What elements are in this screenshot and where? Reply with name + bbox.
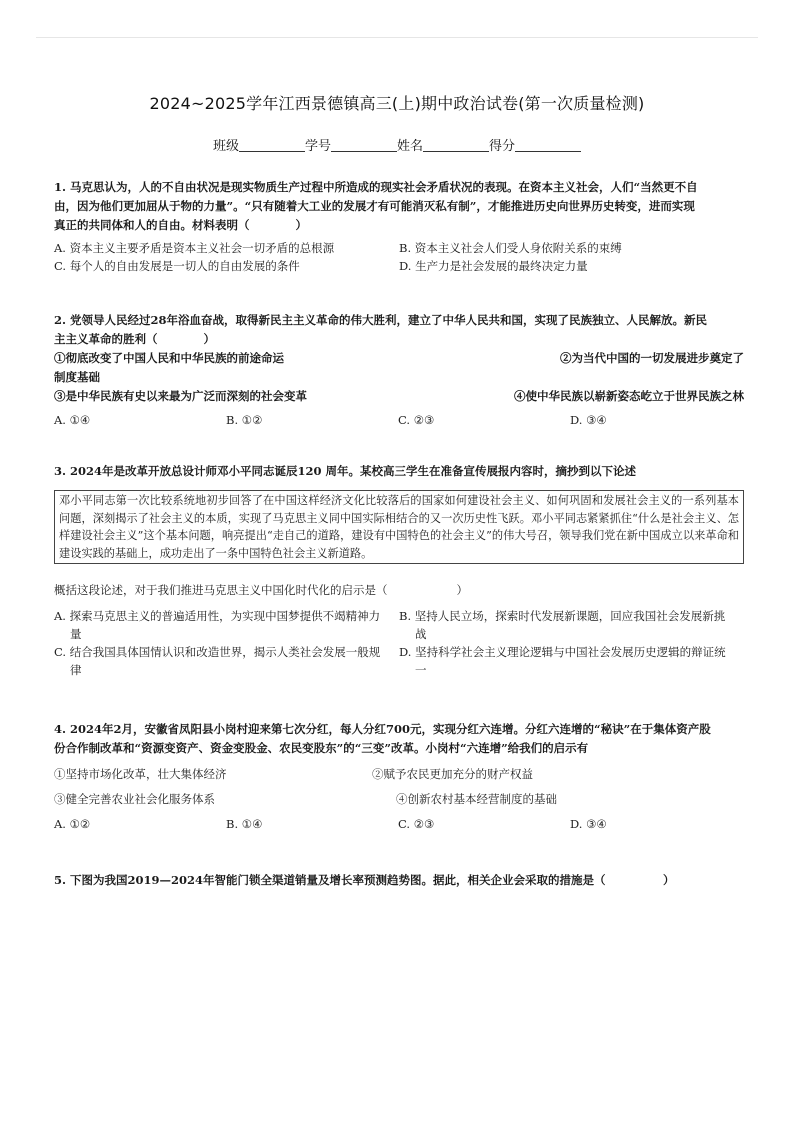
- option-b[interactable]: B. 坚持人民立场，探索时代发展新课题，回应我国社会发展新挑战: [399, 609, 726, 641]
- statement-4: ④使中华民族以崭新姿态屹立于世界民族之林: [514, 389, 744, 403]
- statement-3: ③健全完善农业社会化服务体系: [54, 792, 215, 806]
- option-b[interactable]: B. ①④: [226, 817, 263, 831]
- question-1-line: 由，因为他们更加屈从于物的力量”。“只有随着大工业的发展才有可能消灭私有制”，才能推进历史向世界历史转变，进而实现: [54, 199, 695, 213]
- student-info-line: [0, 135, 794, 154]
- question-1-stem: [54, 178, 744, 235]
- option-d[interactable]: D. 坚持科学社会主义理论逻辑与中国社会发展历史逻辑的辩证统一: [399, 645, 726, 677]
- statement-2: ②赋予农民更加充分的财产权益: [372, 767, 533, 781]
- question-2-line: 2. 党领导人民经过28年浴血奋战，取得新民主主义革命的伟大胜利，建立了中华人民共和国，实现了民族独立、人民解放。新民: [54, 313, 708, 327]
- question-5-stem: 5. 下图为我国2019—2024年智能门锁全渠道销量及增长率预测趋势图。据此，相关企业会采取的措施是（ ）: [54, 873, 675, 887]
- question-3: [54, 462, 744, 679]
- field-score-label: 得分: [489, 139, 516, 154]
- field-id-label: 学号: [304, 139, 331, 154]
- question-2: [54, 311, 744, 429]
- option-b[interactable]: B. 资本主义社会人们受人身依附关系的束缚: [399, 241, 622, 255]
- statement-row: [54, 349, 744, 368]
- option-d[interactable]: D. 生产力是社会发展的最终决定力量: [399, 259, 588, 273]
- question-2-options: [54, 411, 744, 429]
- option-c[interactable]: C. 结合我国具体国情认识和改造世界，揭示人类社会发展一般规律: [54, 645, 381, 677]
- question-1: [54, 178, 744, 275]
- statement-grid: [54, 765, 744, 808]
- question-1-line: 真正的共同体和人的自由。材料表明（ ）: [54, 218, 307, 232]
- question-4-stem: [54, 720, 744, 758]
- question-2-stem: [54, 311, 744, 349]
- question-4-line: 4. 2024年2月，安徽省凤阳县小岗村迎来第七次分红，每人分红700元，实现分红六连增。分红六连增的“秘诀”在于集体资产股: [54, 722, 711, 736]
- option-c[interactable]: C. ②③: [398, 413, 435, 427]
- statement-1: ①坚持市场化改革，壮大集体经济: [54, 767, 227, 781]
- question-4-options: [54, 815, 744, 833]
- option-c[interactable]: C. ②③: [398, 817, 435, 831]
- statement-4: ④创新农村基本经营制度的基础: [396, 792, 557, 806]
- field-class-blank[interactable]: [239, 139, 305, 152]
- field-name-label: 姓名: [397, 139, 424, 154]
- question-3-stem: 3. 2024年是改革开放总设计师邓小平同志诞辰120 周年。某校高三学生在准备宣传展报内容时，摘抄到以下论述: [54, 464, 637, 478]
- option-a[interactable]: A. 资本主义主要矛盾是资本主义社会一切矛盾的总根源: [54, 241, 335, 255]
- field-name-blank[interactable]: [423, 139, 489, 152]
- field-id-blank[interactable]: [331, 139, 397, 152]
- option-d[interactable]: D. ③④: [570, 413, 607, 427]
- option-d[interactable]: D. ③④: [570, 817, 607, 831]
- top-divider: [36, 37, 758, 38]
- statement-2-continued: 制度基础: [54, 370, 100, 384]
- question-2-line: 主主义革命的胜利（ ）: [54, 332, 215, 346]
- question-4: [54, 720, 744, 833]
- statement-2: ②为当代中国的一切发展进步奠定了: [560, 351, 744, 365]
- field-class-label: 班级: [212, 139, 239, 154]
- question-4-line: 份合作制改革和“资源变资产、资金变股金、农民变股东”的“三变”改革。小岗村“六连增”给我们的启示有: [54, 741, 589, 755]
- statement-1: ①彻底改变了中国人民和中华民族的前途命运: [54, 351, 284, 365]
- statement-row: [54, 387, 744, 406]
- quoted-passage: 邓小平同志第一次比较系统地初步回答了在中国这样经济文化比较落后的国家如何建设社会主义、如何巩固和发展社会主义的一系列基本问题，深刻揭示了社会主义的本质，实现了马克思主义同中国实际相结合的又一次历史性飞跃。邓小平同志紧紧抓住“什么是社会主义、怎样建设社会主义”这个基本问题，响亮提出“走自己的道路，建设有中国特色的社会主义”的伟大号召，领导我们党在新中国成立以来革命和建设实践的基础上，成功走出了一条中国特色社会主义新道路。: [54, 490, 744, 564]
- question-3-prompt: 概括这段论述，对于我们推进马克思主义中国化时代化的启示是（ ）: [54, 583, 468, 597]
- question-1-options: [54, 239, 744, 275]
- option-c[interactable]: C. 每个人的自由发展是一切人的自由发展的条件: [54, 259, 300, 273]
- question-3-options: [54, 607, 744, 679]
- option-a[interactable]: A. 探索马克思主义的普遍适用性，为实现中国梦提供不竭精神力量: [54, 609, 381, 641]
- question-5: [54, 871, 744, 890]
- question-1-line: 1. 马克思认为，人的不自由状况是现实物质生产过程中所造成的现实社会矛盾状况的表现。在资本主义社会，人们“当然更不自: [54, 180, 698, 194]
- option-a[interactable]: A. ①④: [54, 413, 91, 427]
- statement-3: ③是中华民族有史以来最为广泛而深刻的社会变革: [54, 389, 307, 403]
- field-score-blank[interactable]: [515, 139, 581, 152]
- option-b[interactable]: B. ①②: [226, 413, 263, 427]
- page-title: 2024~2025学年江西景德镇高三(上)期中政治试卷(第一次质量检测): [149, 94, 645, 113]
- option-a[interactable]: A. ①②: [54, 817, 91, 831]
